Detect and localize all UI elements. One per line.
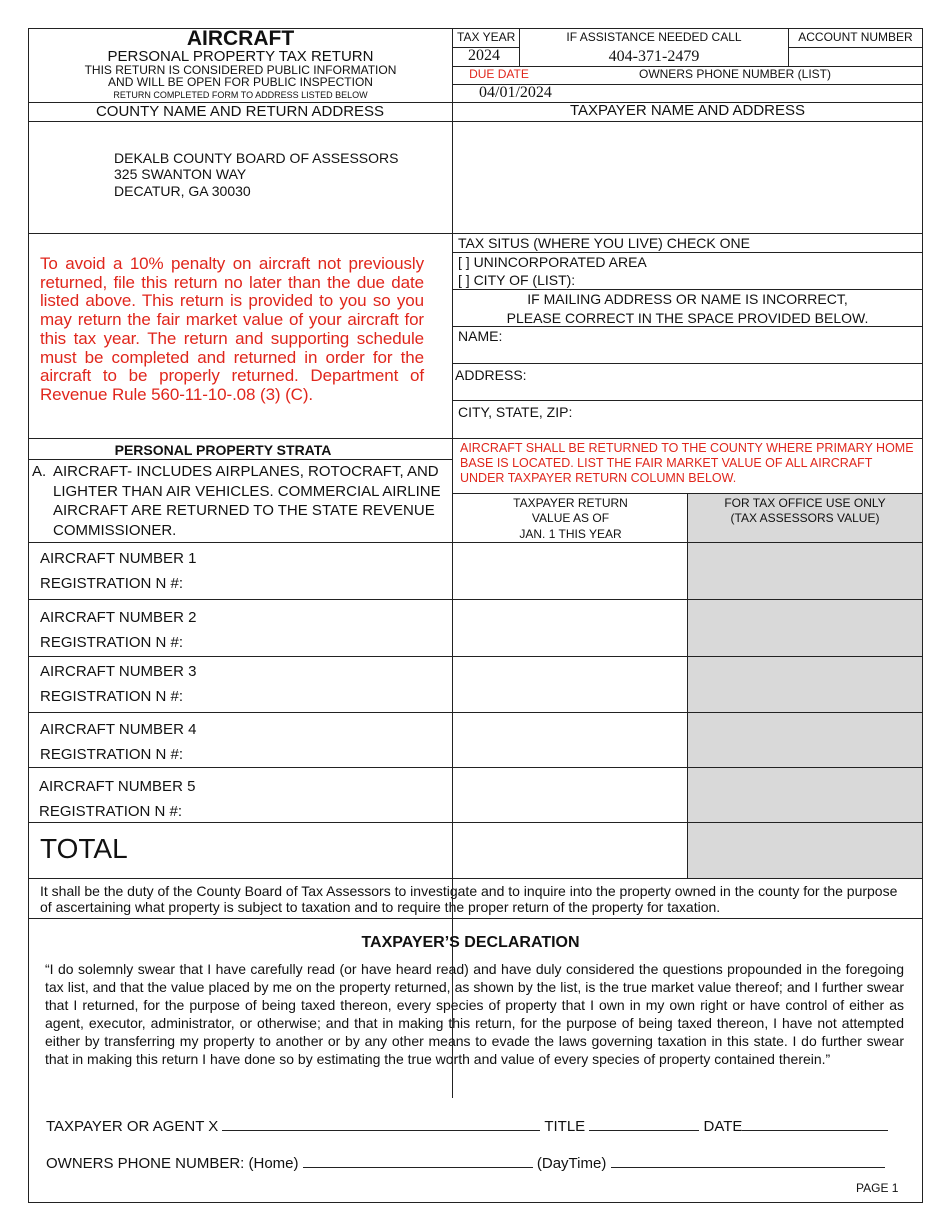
home-phone-field[interactable]	[303, 1154, 533, 1168]
county-address-line1: DEKALB COUNTY BOARD OF ASSESSORS	[114, 150, 399, 166]
city-label: CITY OF (LIST):	[473, 272, 576, 288]
county-address-line2: 325 SWANTON WAY	[114, 166, 247, 182]
penalty-notice: To avoid a 10% penalty on aircraft not previously returned, file this return no later than the due date listed above. This return is provided to you so you may return the fair market value of your aircraft for this tax year. The return and supporting schedule must be completed and returned in order for the aircraft to be properly returned. Department of Revenue Rule 560-11-10-.08 (3) (C).	[40, 254, 424, 404]
page-number: PAGE 1	[856, 1181, 899, 1195]
aircraft-row-registration: REGISTRATION N #:	[40, 688, 184, 705]
aircraft-row-registration: REGISTRATION N #:	[40, 634, 184, 651]
taxpayer-heading: TAXPAYER NAME AND ADDRESS	[569, 102, 806, 119]
city-checkbox[interactable]: [ ]	[458, 272, 470, 288]
taxpayer-agent-label: TAXPAYER OR AGENT X	[46, 1118, 219, 1135]
total-label: TOTAL	[40, 833, 128, 864]
situs-option-unincorporated[interactable]	[458, 254, 647, 270]
aircraft-row-registration: REGISTRATION N #:	[40, 746, 184, 763]
taxpayer-return-col-line3: JAN. 1 THIS YEAR	[519, 527, 622, 541]
correction-line1: IF MAILING ADDRESS OR NAME IS INCORRECT,	[527, 291, 848, 307]
name-label: NAME:	[458, 328, 503, 344]
strata-item-letter: A.	[32, 463, 47, 480]
daytime-label: (DayTime)	[536, 1155, 607, 1172]
taxpayer-value-cell[interactable]	[453, 543, 687, 599]
assistance-phone: 404-371-2479	[608, 48, 700, 65]
date-field[interactable]	[742, 1117, 888, 1131]
public-notice-line1: THIS RETURN IS CONSIDERED PUBLIC INFORMATION	[84, 63, 397, 77]
assessor-total-cell	[688, 823, 922, 878]
tax-situs-heading: TAX SITUS (WHERE YOU LIVE) CHECK ONE	[458, 235, 750, 251]
taxpayer-address-area[interactable]	[453, 122, 922, 233]
form-title: AIRCRAFT	[186, 27, 295, 50]
owners-phone-home-label: OWNERS PHONE NUMBER: (Home)	[46, 1155, 299, 1172]
assessor-col-line2: (TAX ASSESSORS VALUE)	[730, 511, 880, 525]
assessor-value-cell	[688, 543, 922, 599]
unincorporated-label: UNINCORPORATED AREA	[473, 254, 647, 270]
assessor-value-cell	[688, 713, 922, 767]
aircraft-row-label: AIRCRAFT NUMBER 5	[39, 778, 196, 795]
form-subtitle: PERSONAL PROPERTY TAX RETURN	[107, 48, 374, 65]
strata-instruction: AIRCRAFT SHALL BE RETURNED TO THE COUNTY WHERE PRIMARY HOME BASE IS LOCATED. LIST THE FAIR MARKET VALUE OF ALL AIRCRAFT UNDER TAXPAYER RETURN COLUMN BELOW.	[460, 441, 914, 485]
taxpayer-return-col-line2: VALUE AS OF	[531, 511, 610, 525]
correction-line2: PLEASE CORRECT IN THE SPACE PROVIDED BELOW.	[506, 310, 869, 326]
tax-year-value: 2024	[468, 47, 500, 64]
address-field[interactable]	[530, 364, 922, 400]
duty-statement: It shall be the duty of the County Board of Tax Assessors to investigate and to inquire into the property owned in the county for the purpose of ascertaining what property is subject to taxation and to require the proper return of the property for taxation.	[40, 883, 898, 915]
aircraft-row-registration: REGISTRATION N #:	[40, 575, 184, 592]
phone-row	[46, 1154, 906, 1173]
signature-row	[46, 1117, 906, 1136]
taxpayer-value-cell[interactable]	[453, 600, 687, 656]
due-date-value: 04/01/2024	[479, 84, 552, 101]
assistance-label: IF ASSISTANCE NEEDED CALL	[566, 30, 742, 44]
taxpayer-total-cell[interactable]	[453, 823, 687, 878]
address-label: ADDRESS:	[455, 367, 527, 383]
taxpayer-value-cell[interactable]	[453, 713, 687, 767]
account-number-label: ACCOUNT NUMBER	[798, 30, 913, 44]
aircraft-row-label: AIRCRAFT NUMBER 3	[40, 663, 197, 680]
taxpayer-return-col-line1: TAXPAYER RETURN	[513, 496, 628, 510]
public-notice-line2: AND WILL BE OPEN FOR PUBLIC INSPECTION	[108, 75, 373, 89]
declaration-text: “I do solemnly swear that I have carefully read (or have heard read) and have duly considered the questions propounded in the foregoing tax list, and that the value placed by me on the property returned, as shown by the list, is the true market value thereof; and I further swear that I returned, for the purpose of being taxed thereon, every species of property that I own in my own right or have control of either as agent, executor, administrator, or otherwise; and that in making this return, for the purpose of being taxed thereon, I have not attempted either by transferring my property to another or by any other means to evade the laws governing taxation in this state. I do further swear that in making this return I have done so by estimating the true worth and value of every species of property contained therein.”	[45, 961, 904, 1068]
daytime-phone-field[interactable]	[611, 1154, 885, 1168]
assessor-col-line1: FOR TAX OFFICE USE ONLY	[724, 496, 886, 510]
tax-year-label: TAX YEAR	[457, 30, 516, 44]
aircraft-row-registration: REGISTRATION N #:	[39, 803, 183, 820]
title-label: TITLE	[544, 1118, 586, 1135]
aircraft-row-label: AIRCRAFT NUMBER 4	[40, 721, 197, 738]
unincorporated-checkbox[interactable]: [ ]	[458, 254, 470, 270]
assessor-value-cell	[688, 768, 922, 822]
situs-option-city[interactable]	[458, 272, 575, 288]
aircraft-row-label: AIRCRAFT NUMBER 2	[40, 609, 197, 626]
taxpayer-value-cell[interactable]	[453, 768, 687, 822]
strata-heading: PERSONAL PROPERTY STRATA	[114, 442, 332, 458]
strata-item-text: AIRCRAFT- INCLUDES AIRPLANES, ROTOCRAFT, AND LIGHTER THAN AIR VEHICLES. COMMERCIAL AIRLINE AIRCRAFT ARE RETURNED TO THE STATE REVENUE COMMISSIONER.	[53, 463, 441, 539]
city-state-zip-field[interactable]	[580, 401, 922, 437]
title-field[interactable]	[589, 1117, 699, 1131]
assessor-value-cell	[688, 657, 922, 712]
owners-phone-label: OWNERS PHONE NUMBER (LIST)	[638, 67, 831, 81]
county-heading: COUNTY NAME AND RETURN ADDRESS	[95, 103, 385, 120]
declaration-heading: TAXPAYER’S DECLARATION	[361, 934, 580, 951]
name-field[interactable]	[520, 327, 922, 363]
aircraft-row-label: AIRCRAFT NUMBER 1	[40, 550, 197, 567]
city-state-zip-label: CITY, STATE, ZIP:	[458, 404, 573, 420]
assessor-value-cell	[688, 600, 922, 656]
return-note: RETURN COMPLETED FORM TO ADDRESS LISTED BELOW	[113, 90, 368, 100]
taxpayer-value-cell[interactable]	[453, 657, 687, 712]
county-address-line3: DECATUR, GA 30030	[114, 183, 251, 199]
due-date-label: DUE DATE	[469, 67, 529, 81]
date-label: DATE	[703, 1118, 743, 1135]
signature-field[interactable]	[222, 1117, 540, 1131]
